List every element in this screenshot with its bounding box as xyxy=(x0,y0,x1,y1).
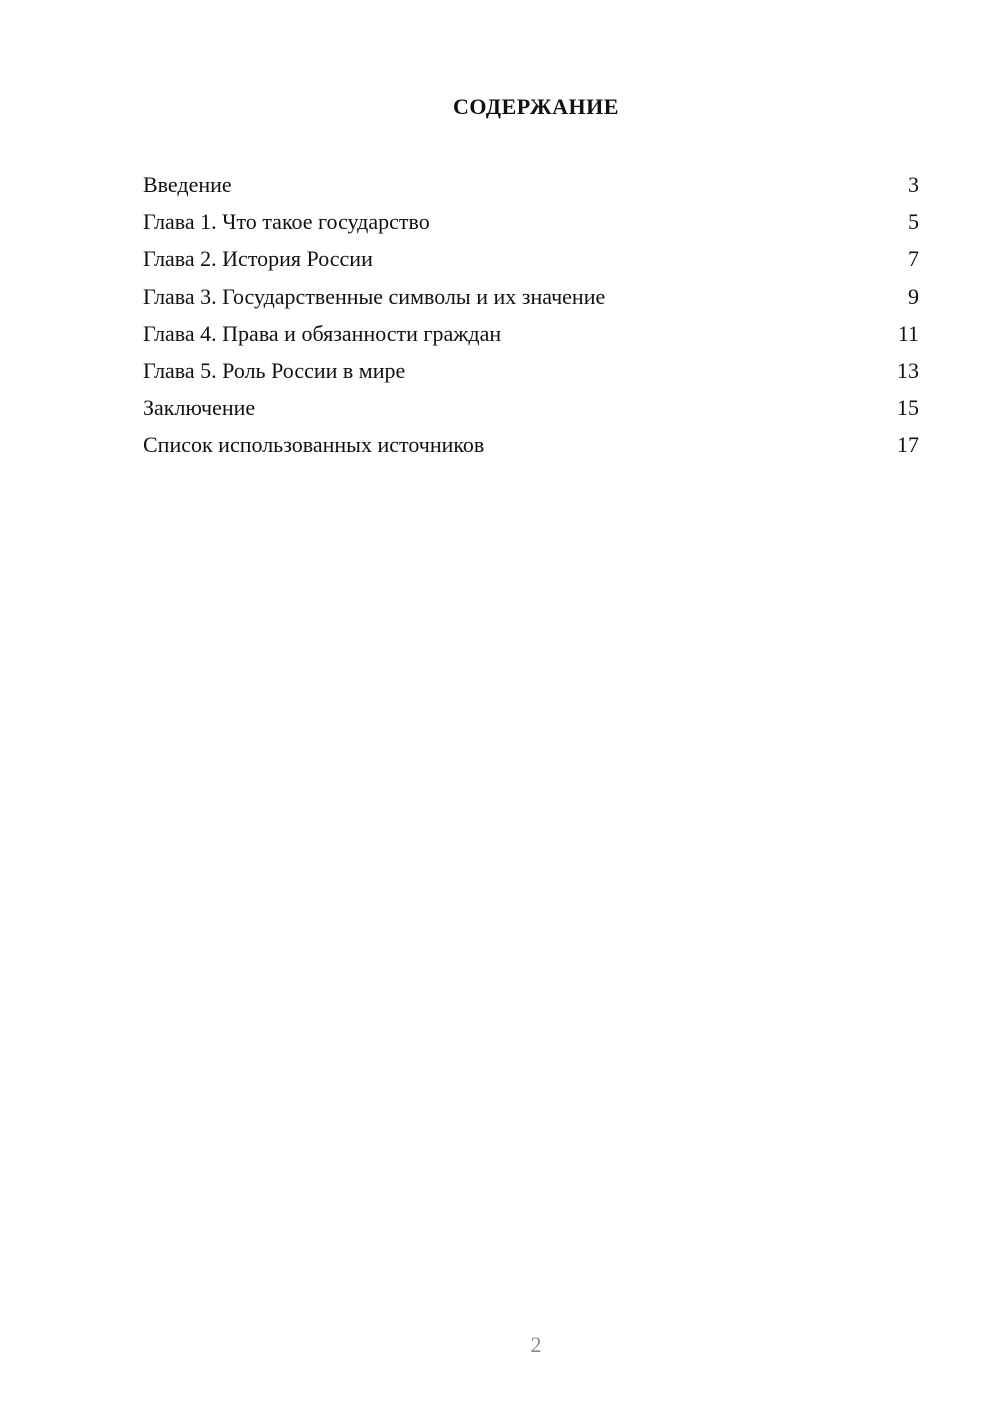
toc-entry-chapter-5 xyxy=(143,354,919,391)
toc-entry-page: 13 xyxy=(897,357,919,383)
toc-entry-page: 3 xyxy=(908,172,919,197)
toc-entry-chapter-4 xyxy=(143,317,919,354)
toc-entry-page: 5 xyxy=(908,209,919,235)
toc-entry-label: Список использованных источников xyxy=(143,432,485,458)
toc-entry-label: Глава 2. История России xyxy=(143,246,373,272)
toc-entry-label: Глава 3. Государственные символы и их значение xyxy=(143,283,606,309)
toc-entry-label: Глава 1. Что такое государство xyxy=(143,209,430,235)
toc-entry-page: 15 xyxy=(897,395,919,421)
toc-entry-label: Введение xyxy=(143,172,232,197)
toc-entry-label: Глава 4. Права и обязанности граждан xyxy=(143,320,502,346)
page-number: 2 xyxy=(530,1332,542,1357)
toc-entry-label: Заключение xyxy=(143,395,256,421)
table-of-contents xyxy=(143,168,919,466)
toc-entry-chapter-3 xyxy=(143,280,919,317)
toc-entry-page: 9 xyxy=(908,283,919,309)
toc-entry-chapter-2 xyxy=(143,242,919,279)
page-title: СОДЕРЖАНИЕ xyxy=(453,94,619,119)
toc-entry-page: 7 xyxy=(908,246,919,272)
toc-entry-page: 17 xyxy=(897,432,919,458)
toc-entry-references xyxy=(143,428,919,465)
toc-entry-conclusion xyxy=(143,391,919,428)
toc-entry-introduction xyxy=(143,168,919,205)
toc-entry-chapter-1 xyxy=(143,205,919,242)
toc-entry-page: 11 xyxy=(897,320,919,346)
toc-entry-label: Глава 5. Роль России в мире xyxy=(143,357,406,383)
